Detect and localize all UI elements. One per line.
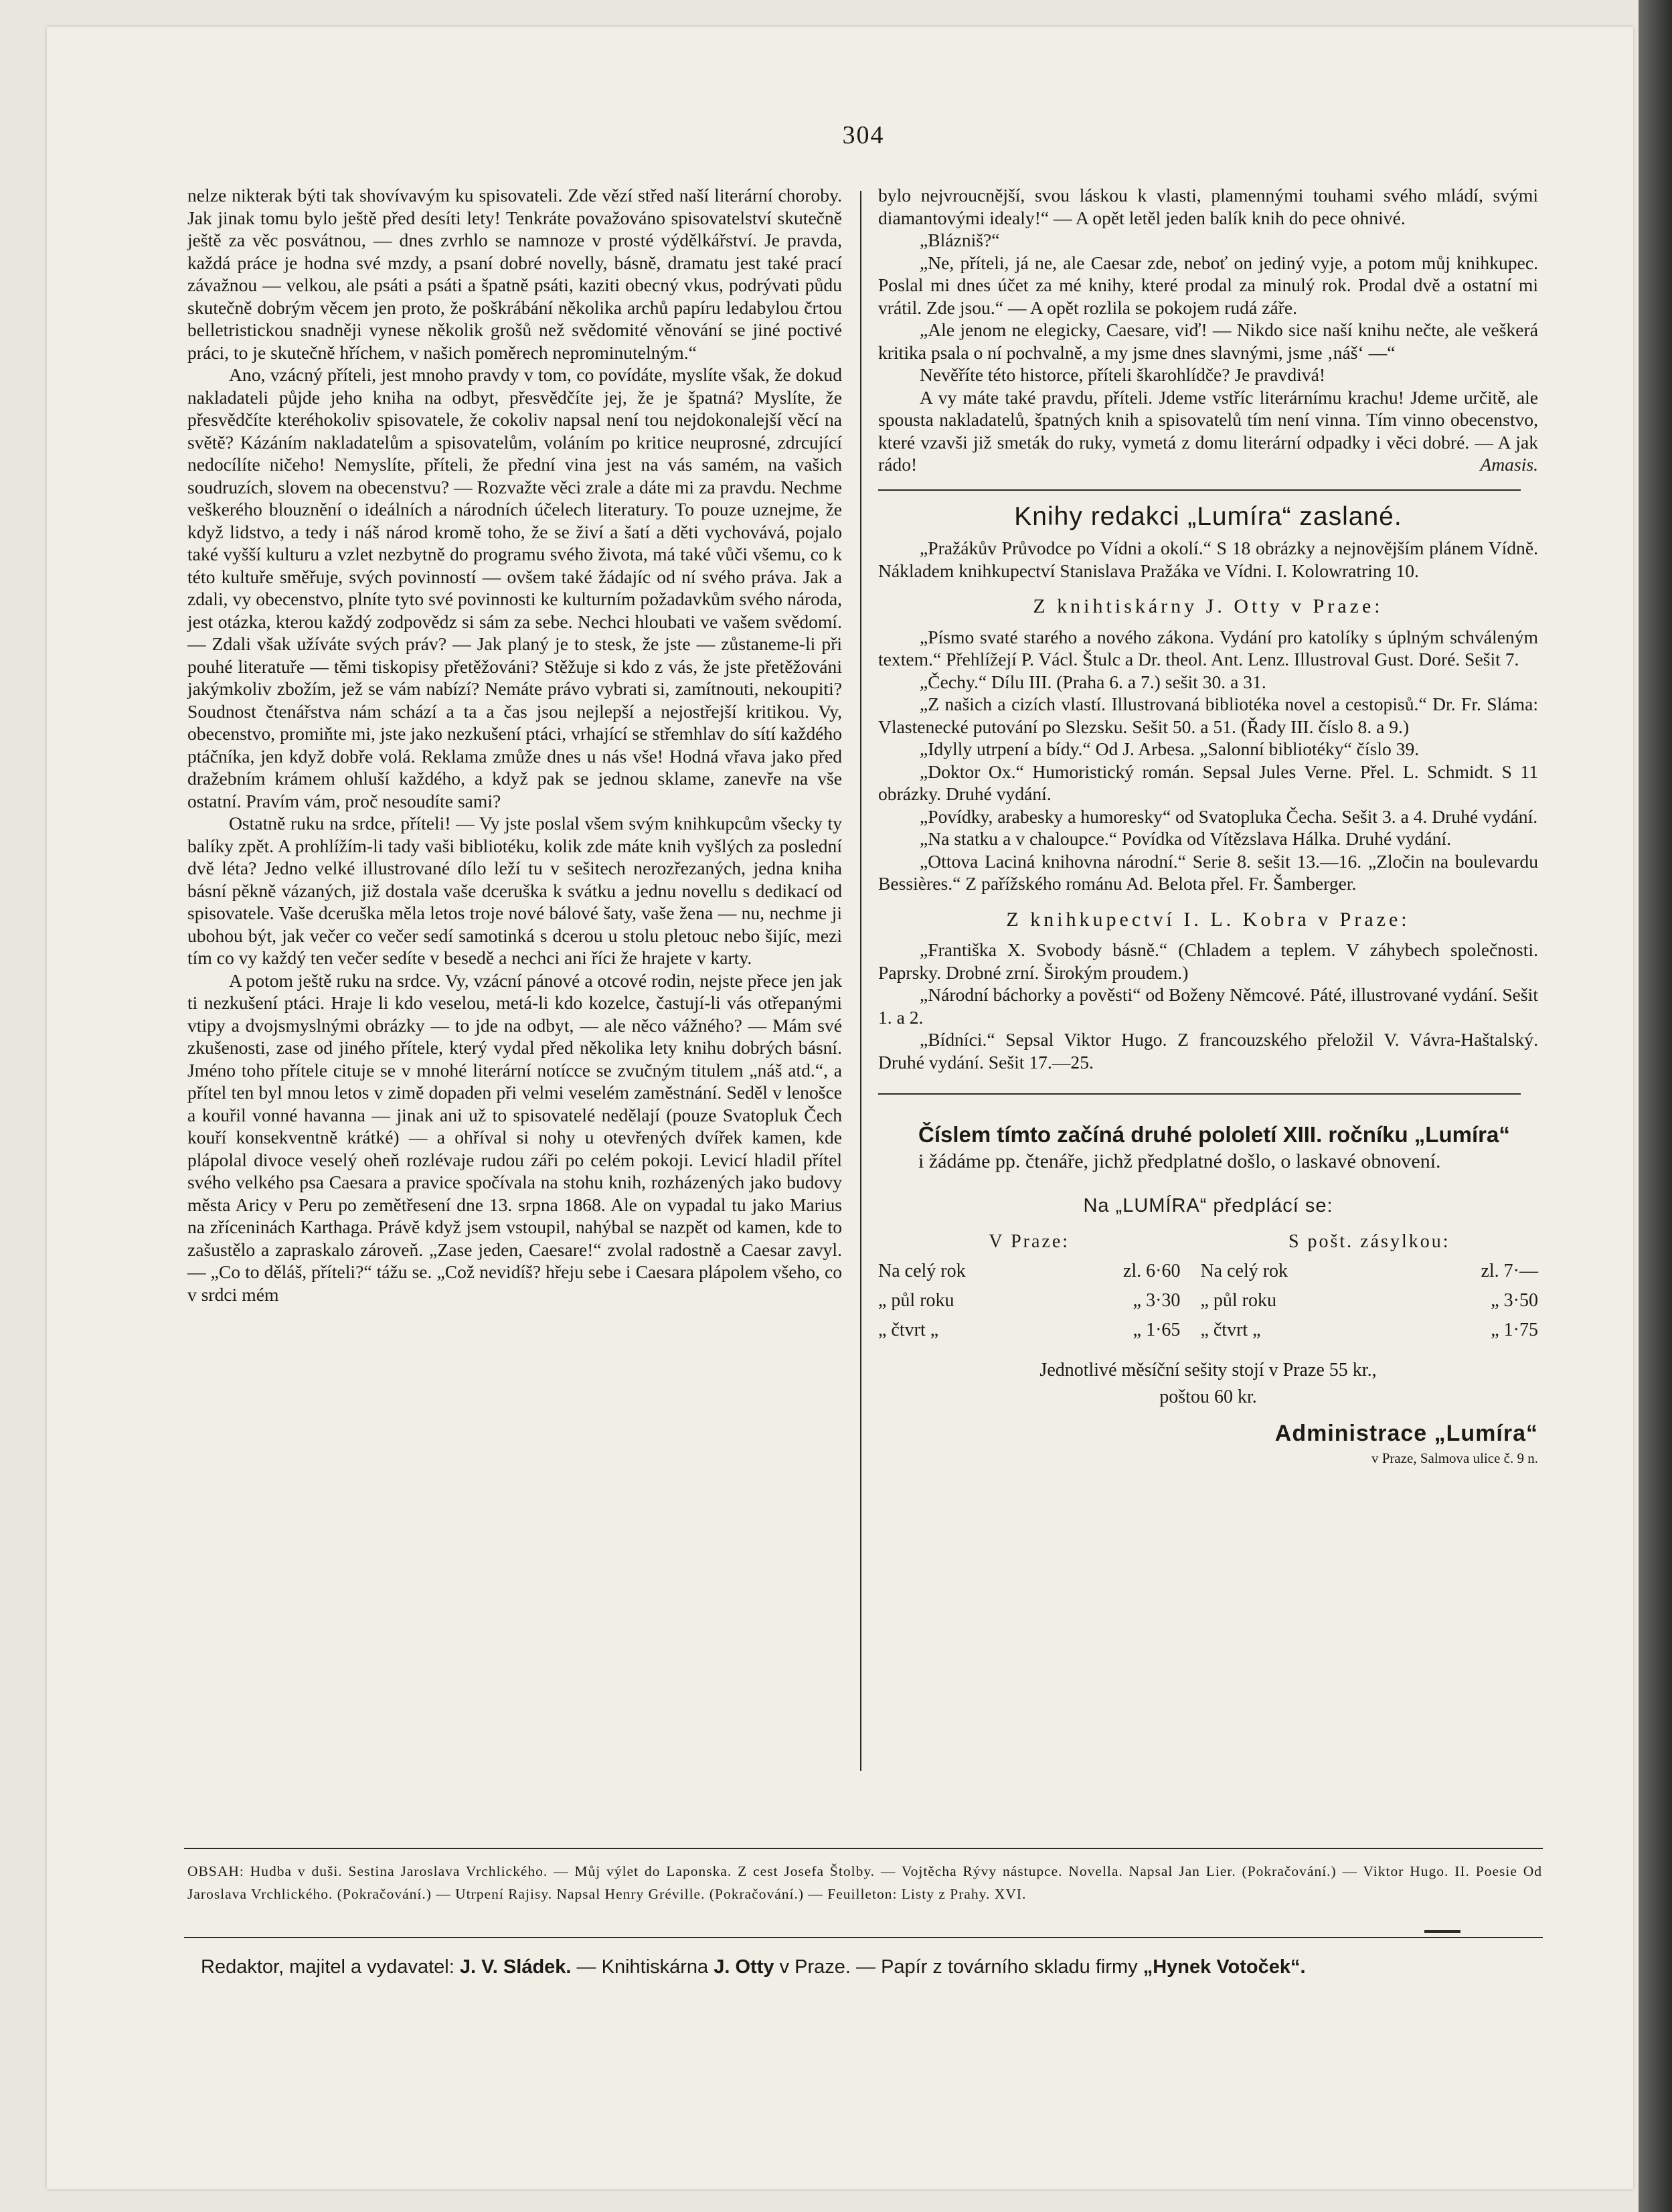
price-value: zl. 7·— [1481,1260,1538,1281]
price-table-header [878,1227,1538,1257]
price-label: „ čtvrt „ [878,1319,939,1340]
right-paragraph-4: „Ale jenom ne elegicky, Caesare, viď! — Nikdo sice naší knihu nečte, ale veškerá kritika psala o ní pochvalně, a my jsme dnes slavnými, jsme ‚náš‘ —“ [878,319,1538,363]
postal-heading: S pošt. zásylkou: [1288,1231,1450,1252]
imprint-firm: „Hynek Votoček“. [1143,1956,1306,1978]
administration-name: Administrace „Lumíra“ [1274,1420,1538,1446]
otty-item: „Na statku a v chaloupce.“ Povídka od Vítězslava Hálka. Druhé vydání. [920,828,1452,849]
right-column [878,184,1538,1470]
price-label: „ půl roku [1200,1289,1276,1311]
contents-label: OBSAH: [187,1863,244,1879]
kober-heading: Z knihkupectví I. L. Kobra v Praze: [1006,908,1410,931]
kober-item: „Františka X. Svobody básně.“ (Chladem a teplem. V záhybech společnosti. Paprsky. Drobné zrní. Širokým proudem.) [878,939,1538,983]
right-paragraph-6 [878,386,1538,476]
single-issue-price: Jednotlivé měsíční sešity stojí v Praze 55 kr., [1039,1359,1377,1380]
kober-item: „Bídníci.“ Sepsal Viktor Hugo. Z francouzského přeložil V. Vávra-Haštalský. Druhé vydání. Sešit 17.—25. [878,1029,1538,1073]
otty-item: „Idylly utrpení a bídy.“ Od J. Arbesa. „Salonní bibliotéky“ číslo 39. [920,738,1420,759]
kober-item: „Národní báchorky a pověsti“ od Boženy Němcové. Páté, illustrované vydání. Sešit 1. a 2. [878,984,1538,1028]
right-paragraph-5: Nevěříte této historce, příteli škarohlídče? Je pravdivá! [920,364,1326,385]
imprint-part-3: v Praze. — Papír z továrního skladu firmy [779,1956,1138,1978]
book-entry-prazak: „Pražákův Průvodce po Vídni a okolí.“ S 18 obrázky a nejnovějším plánem Vídně. Nákladem knihkupectví Stanislava Pražáka ve Vídni. I. Kolowratring 10. [878,538,1538,581]
imprint-editor: J. V. Sládek. [459,1956,572,1978]
prague-heading: V Praze: [989,1231,1070,1252]
price-label: „ čtvrt „ [1200,1319,1261,1340]
section-divider [878,489,1521,491]
author-signature: Amasis. [1480,454,1538,475]
otty-heading: Z knihtiskárny J. Otty v Praze: [1033,595,1384,617]
price-row [878,1286,1538,1316]
left-paragraph-1: nelze nikterak býti tak shovívavým ku spisovateli. Zde vězí střed naší literární choroby. Jak jinak tomu bylo ještě před desíti lety! Tenkráte považováno spisovatelství skutečně ještě za věc posvátnou, — dnes zvrhlo se namnoze v prosté výdělkářství. Je pravda, každá práce je hodna své mzdy, a psaní dobré novelly, básně, dramatu jest také prací závažnou — velkou, ale psáti a psáti a špatně psáti, kaziti obecný vkus, podrývati půdu skutečně dobrým věcem jen proto, že poškrábání několika archů papíru ledabylou črtou belletristickou snadněji vynese několik grošů než svědomité věnování se jiné poctivé práci, to je skutečně hříchem, v našich poměrech neprominutelným.“ [187,185,842,363]
price-value: „ 1·75 [1491,1319,1538,1340]
administration-address: v Praze, Salmova ulice č. 9 n. [1371,1450,1538,1466]
imprint-part-1: Redaktor, majitel a vydavatel: [201,1956,454,1978]
price-value: zl. 6·60 [1122,1260,1181,1281]
right-paragraph-3: „Ne, příteli, já ne, ale Caesar zde, neboť on jediný vyje, a potom můj knihkupec. Poslal mi dnes účet za mé knihy, které prodal za minulý rok. Prodal dvě a ostatní mi vrátil. Zde jsou.“ — A opět rozlila se pokojem rudá záře. [878,252,1538,318]
price-value: „ 3·30 [1133,1289,1181,1311]
price-label: „ půl roku [878,1289,954,1311]
imprint-printer: J. Otty [714,1956,774,1978]
right-paragraph-2: „Blázniš?“ [920,230,1000,250]
price-row [878,1257,1538,1286]
price-row [878,1316,1538,1345]
price-value: „ 1·65 [1133,1319,1181,1340]
left-paragraph-4: A potom ještě ruku na srdce. Vy, vzácní pánové a otcové rodin, nejste přece jen jak ti nezkušení ptáci. Hraje li kdo veselou, metá-li kdo kozelce, častují-li vás otřepanými vtipy a dvojsmyslnými obrázky — to jde na odbyt, — ale něco vážného? — Mám své zkušenosti, zase od jiného přítele, který vydal před několika lety knihu dobrých básní. Jméno toho přítele cituje se v mnohé literární notícce se zvučným titulem „náš atd.“, a přítel ten byl mnou letos v zimě dopaden při velmi veselém zaměstnání. Seděl v lenošce a kouřil vonné havanna — jinak ani už to spisovatelé nedělají (pouze Svatopluk Čech kouří konsekventně krátké) — a ohříval si nohy u otevřených dvířek kamen, kde plápolal divoce veselý oheň rozlévaje rudou záři po celém pokoji. Levicí hladil přítel svého velkého psa Caesara a pravice spočívala na stohu knih, rozházených jako budovy města Aricy v Peru po zemětřesení dne 13. srpna 1868. Ale on vypadal tu jako Marius na zříceninách Karthaga. Právě když jsem vstoupil, nahýbal se nazpět od kamen, kde to zašustělo a zapraskalo zároveň. „Zase jeden, Caesare!“ zvolal radostně a Caesar zavyl. — „Co to děláš, příteli?“ tážu se. „Což nevidíš? hřeju sebe i Caesara plápolem všeho, co v srdci mém [187,969,842,1305]
section-divider [878,1093,1521,1095]
subscription-heading: Na „LUMÍRA“ předplácí se: [1083,1195,1333,1216]
price-label: Na celý rok [878,1260,966,1281]
footer-rule-top [184,1848,1543,1849]
otty-item: „Z našich a cizích vlastí. Illustrovaná bibliotéka novel a cestopisů.“ Dr. Fr. Sláma: Vlastenecké putování po Slezsku. Sešit 50. a 51. (Řady III. číslo 8. a 9.) [878,694,1538,737]
otty-item: „Písmo svaté starého a nového zákona. Vydání pro katolíky s úplným schváleným textem.“ Přehlížejí P. Václ. Štulc a Dr. theol. Ant. Lenz. Illustroval Gust. Doré. Sešit 7. [878,626,1538,669]
price-value: „ 3·50 [1491,1289,1538,1311]
end-mark [1424,1930,1460,1933]
renewal-notice [878,1121,1538,1175]
right-paragraph-6-text: A vy máte také pravdu, příteli. Jdeme vstříc literárnímu krachu! Jdeme určitě, ale spousta nakladatelů, špatných knih a spisovatelů tím není vinna. Tím vinno obecenstvo, které vzavši již smeták do ruky, vymetá z domu literární odpadky i věci dobré. — A jak rádo! [878,386,1538,475]
renewal-notice-text: i žádáme pp. čtenáře, jichž předplatné došlo, o laskavé obnovení. [918,1150,1441,1172]
otty-item: „Doktor Ox.“ Humoristický román. Sepsal Jules Verne. Přel. L. Schmidt. S 11 obrázky. Druhé vydání. [878,761,1538,804]
page-number: 304 [842,121,885,149]
left-paragraph-3: Ostatně ruku na srdce, příteli! — Vy jste poslal všem svým knihkupcům všecky ty balíky zpět. A prohlížím-li tady vaši bibliotéku, kolik zde máte knih vyšlých za poslední dvě léta? Jedno velké illustrované dílo leží tu v sešitech nerozřezaných, jedna kniha básní pěkně vázaných, již dostala vaše dceruška k svátku a jednu novellu s dedikací od spisovatele. Vaše dceruška měla letos troje nové bálové šaty, vaše žena — nu, nechme ji ubohou být, jak večer co večer sedí samotinká s dcerou u stolu pletouc nebo šijíc, mezi tím co vy každý ten večer sedíte v besedě a nechci ani říci že hrajete v karty. [187,813,842,968]
imprint-line [201,1956,1539,1978]
left-column [187,184,842,1306]
right-paragraph-1: bylo nejvroucnější, svou láskou k vlasti, plamennými touhami svého mládí, svými diamantovými idealy!“ — A opět letěl jeden balík knih do pece ohnivé. [878,185,1538,228]
subscription-price-table [878,1227,1538,1345]
price-label: Na celý rok [1200,1260,1288,1281]
contents-block [187,1860,1542,1905]
book-spine-edge [1639,0,1672,2212]
renewal-notice-bold: Číslem tímto začíná druhé pololetí XIII. ročníku „Lumíra“ [918,1122,1510,1147]
footer-rule-bottom [184,1937,1543,1938]
left-paragraph-2: Ano, vzácný příteli, jest mnoho pravdy v tom, co povídáte, myslíte však, že dokud nakladateli půjde jeho kniha na odbyt, přesvědčíte jej, že je špatná? Myslíte, že přesvědčíte kteréhokoliv spisovatele, že cokoliv napsal není tou nejdokonalejší věcí na světě? Kázáním nakladatelům a spisovatelům, voláním po kritice neuprosné, zdrcující nedocílíte ničeho! Nemyslíte, příteli, že přední vina jest na vás samém, na vašich soudruzích, slovem na obecenstvu? — Rozvažte věci zrale a dáte mi za pravdu. Nechme veškerého blouznění o ideálních a národních účelech literatury. To pouze uznejme, že když lidstvo, a tedy i náš národ kromě toho, že se živí a šatí a děti vychovává, pojalo také vyšší kulturu a vzlet nezbytně do programu svého života, má také vůči všemu, co k této kultuře směřuje, svých povinností — ovšem také žádajíc od ní svého práva. Jak a zdali, vy obecenstvo, plníte tyto své povinnosti ke kulturním požadavkům svého národa, jest otázka, kterou každý zodpovědz si sám za sebe. Nechci hloubati ve vašem svědomí. — Zdali však užíváte svých práv? — Jak planý je to stesk, že jste — zůstaneme-li při pouhé literatuře — těmi tiskopisy přetěžováni? Stěžuje si kdo z vás, že jste přetěžováni jakýmkoliv zbožím, jež se vám nabízí? Nemáte právo vybrati si, zamítnouti, nekoupiti? Soudnost čtenářstva nám schází a ta a čas jsou nejlepší a nejostřejší kritikou. Vy, obecenstvo, promiňte mi, jste jako nezkušení ptáci, vrhající se střemhlav do sítí každého ptáčníka, jen když dobře volá. Reklama zmůže dnes u nás vše! Hodná vřava jako před dražebním krámem ohluší každého, a když pak se jednou sklame, zanevře na vše ostatní. Pravím vám, proč nesoudíte sami? [187,364,842,811]
books-received-title: Knihy redakci „Lumíra“ zaslané. [1014,501,1402,531]
otty-item: „Ottova Laciná knihovna národní.“ Serie 8. sešit 13.—16. „Zločin na boulevardu Bessières.“ Z pařížského románu Ad. Belota přel. Fr. Šamberger. [878,850,1538,894]
single-issue-postal: poštou 60 kr. [1159,1386,1257,1407]
column-divider [860,191,861,1771]
otty-item: „Povídky, arabesky a humoresky“ od Svatopluka Čecha. Sešit 3. a 4. Druhé vydání. [920,805,1538,827]
imprint-part-2: — Knihtiskárna [576,1956,709,1978]
contents-text: Hudba v duši. Sestina Jaroslava Vrchlického. — Můj výlet do Laponska. Z cest Josefa Štolby. — Vojtěcha Rývy nástupce. Novella. Napsal Jan Lier. (Pokračování.) — Viktor Hugo. II. Poesie Od Jaroslava Vrchlického. (Pokračování.) — Utrpení Rajisy. Napsal Henry Gréville. (Pokračování.) — Feuilleton: Listy z Prahy. XVI. [187,1863,1542,1902]
otty-item: „Čechy.“ Dílu III. (Praha 6. a 7.) sešit 30. a 31. [920,671,1266,692]
